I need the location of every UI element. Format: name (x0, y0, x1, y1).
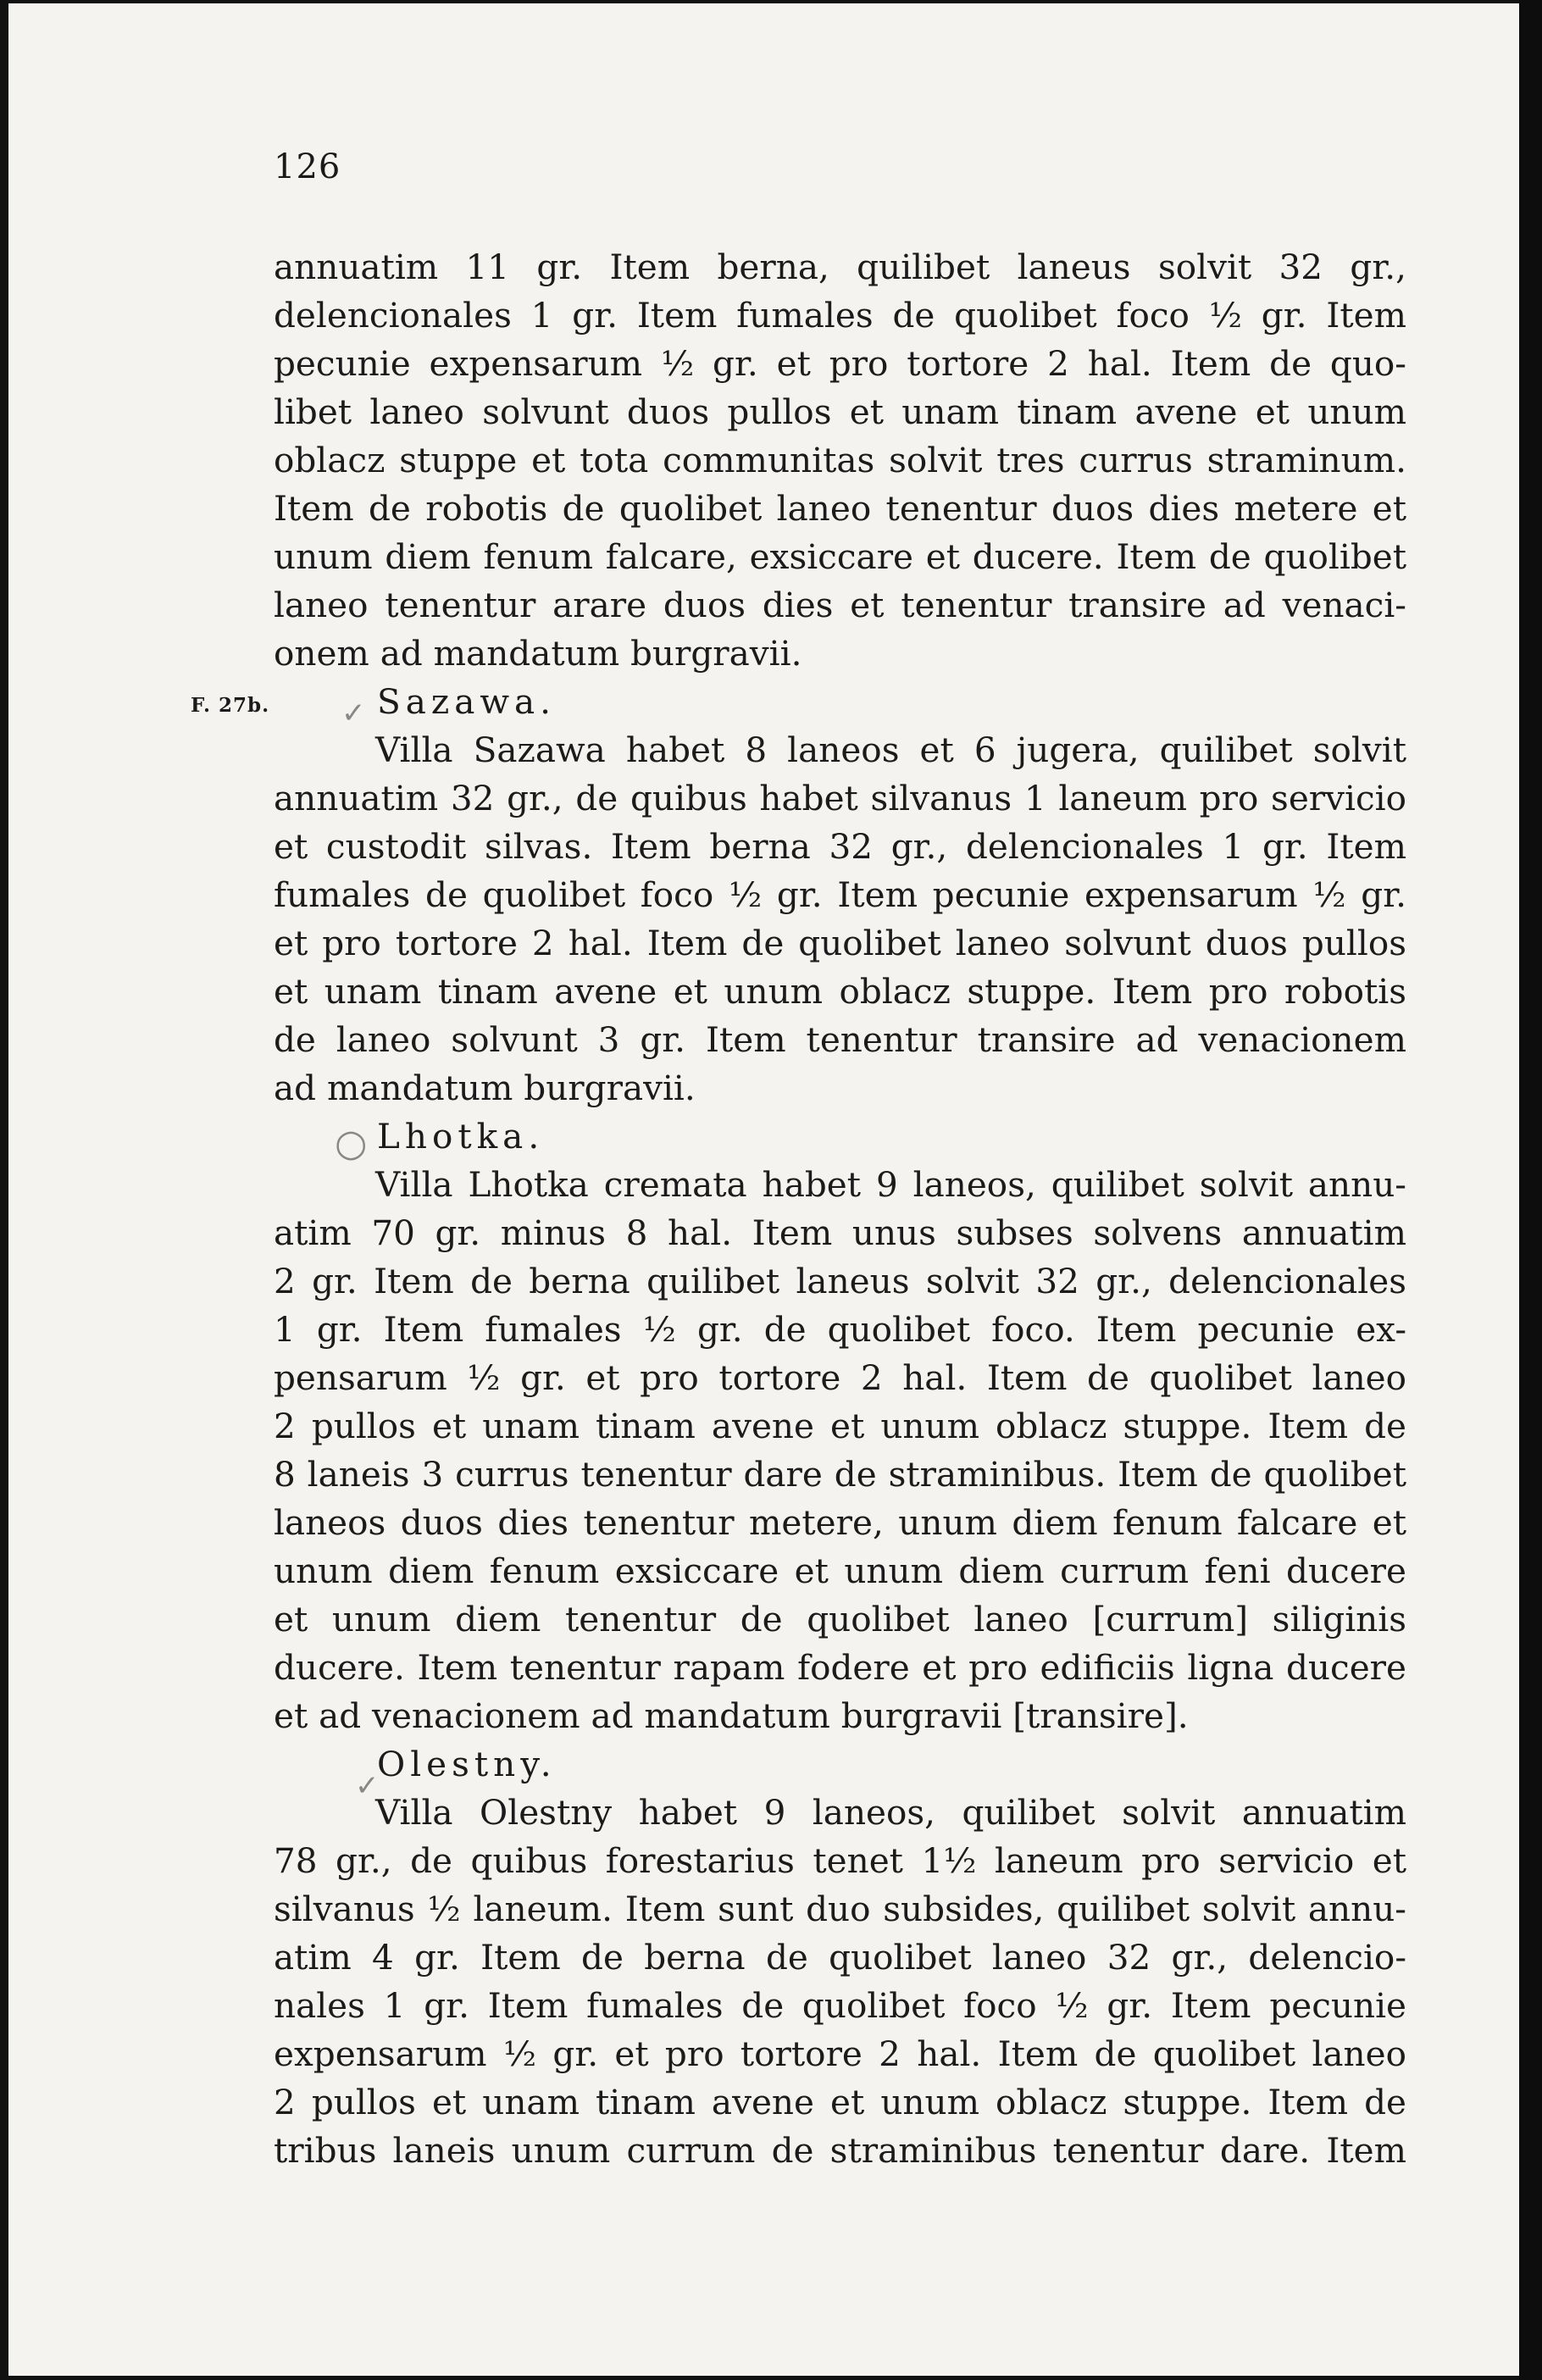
text-line: pensarum ½ gr. et pro tortore 2 hal. Item de quolibet laneo (274, 1357, 1406, 1398)
text-line: 2 gr. Item de berna quilibet laneus solvit 32 gr., delencionales (274, 1261, 1406, 1301)
section-heading-olestny (274, 1740, 1406, 1803)
text-line: annuatim 11 gr. Item berna, quilibet laneus solvit 32 gr., (274, 247, 1406, 287)
text-line: Villa Olestny habet 9 laneos, quilibet solvit annuatim (375, 1792, 1406, 1833)
text-line: onem ad mandatum burgravii. (274, 633, 802, 674)
text-line: et custodit silvas. Item berna 32 gr., delencionales 1 gr. Item (274, 826, 1406, 867)
text-line: 2 pullos et unam tinam avene et unum oblacz stuppe. Item de (274, 1406, 1406, 1446)
paragraph-lhotka (274, 1161, 1406, 1740)
text-line: delencionales 1 gr. Item fumales de quolibet foco ½ gr. Item (274, 295, 1406, 336)
section-title: Sazawa. (377, 681, 557, 722)
paragraph-intro (274, 243, 1406, 678)
main-text (191, 243, 1406, 2175)
scanned-page (8, 3, 1519, 2376)
text-line: 8 laneis 3 currus tenentur dare de straminibus. Item de quolibet (274, 1454, 1406, 1495)
text-line: atim 4 gr. Item de berna de quolibet laneo 32 gr., delencio- (274, 1937, 1406, 1978)
margin-folio-note: F. 27b. (191, 694, 270, 717)
text-line: de laneo solvunt 3 gr. Item tenentur transire ad venacionem (274, 1019, 1406, 1060)
text-line: 2 pullos et unam tinam avene et unum oblacz stuppe. Item de (274, 2082, 1406, 2122)
text-line: tribus laneis unum currum de straminibus tenentur dare. Item (274, 2130, 1406, 2171)
section-heading-lhotka (274, 1112, 1406, 1165)
text-line: fumales de quolibet foco ½ gr. Item pecunie expensarum ½ gr. (274, 874, 1406, 915)
text-line: pecunie expensarum ½ gr. et pro tortore 2 hal. Item de quo- (274, 343, 1406, 384)
section-title: Olestny. (377, 1744, 557, 1784)
text-line: atim 70 gr. minus 8 hal. Item unus subses solvens annuatim (274, 1212, 1406, 1253)
text-line: Villa Lhotka cremata habet 9 laneos, quilibet solvit annu- (375, 1164, 1406, 1205)
text-line: et unam tinam avene et unum oblacz stuppe. Item pro robotis (274, 971, 1406, 1012)
scan-border (1519, 0, 1542, 2380)
text-line: et pro tortore 2 hal. Item de quolibet laneo solvunt duos pullos (274, 923, 1406, 963)
text-line: ad mandatum burgravii. (274, 1068, 696, 1108)
text-line: annuatim 32 gr., de quibus habet silvanus 1 laneum pro servicio (274, 778, 1406, 818)
text-line: 78 gr., de quibus forestarius tenet 1½ laneum pro servicio et (274, 1840, 1406, 1881)
text-line: nales 1 gr. Item fumales de quolibet foco ½ gr. Item pecunie (274, 1985, 1406, 2026)
pencil-check-mark-icon: ✓ (341, 696, 371, 730)
text-line: unum diem fenum falcare, exsiccare et ducere. Item de quolibet (274, 536, 1406, 577)
text-line: Item de robotis de quolibet laneo tenentur duos dies metere et (274, 488, 1406, 529)
text-line: oblacz stuppe et tota communitas solvit tres currus straminum. (274, 440, 1406, 480)
text-line: Villa Sazawa habet 8 laneos et 6 jugera, quilibet solvit (375, 730, 1406, 770)
text-line: laneos duos dies tenentur metere, unum diem fenum falcare et (274, 1502, 1406, 1543)
section-heading-sazawa (191, 678, 1406, 730)
page-number: 126 (274, 147, 341, 186)
text-line: libet laneo solvunt duos pullos et unam tinam avene et unum (274, 391, 1406, 432)
text-line: et ad venacionem ad mandatum burgravii [transire]. (274, 1695, 1189, 1736)
text-line: expensarum ½ gr. et pro tortore 2 hal. Item de quolibet laneo (274, 2033, 1406, 2074)
pencil-circle-mark-icon: ○ (335, 1122, 373, 1165)
text-line: ducere. Item tenentur rapam fodere et pro edificiis ligna ducere (274, 1647, 1406, 1688)
paragraph-sazawa (274, 726, 1406, 1112)
text-line: laneo tenentur arare duos dies et tenentur transire ad venaci- (274, 585, 1406, 625)
text-line: 1 gr. Item fumales ½ gr. de quolibet foco. Item pecunie ex- (274, 1309, 1406, 1350)
text-line: silvanus ½ laneum. Item sunt duo subsides, quilibet solvit annu- (274, 1889, 1406, 1929)
paragraph-olestny (274, 1789, 1406, 2175)
text-line: et unum diem tenentur de quolibet laneo [currum] siliginis (274, 1599, 1406, 1639)
text-line: unum diem fenum exsiccare et unum diem currum feni ducere (274, 1551, 1406, 1591)
pencil-check-mark-icon: ✓ (355, 1769, 385, 1803)
section-title: Lhotka. (377, 1116, 545, 1157)
